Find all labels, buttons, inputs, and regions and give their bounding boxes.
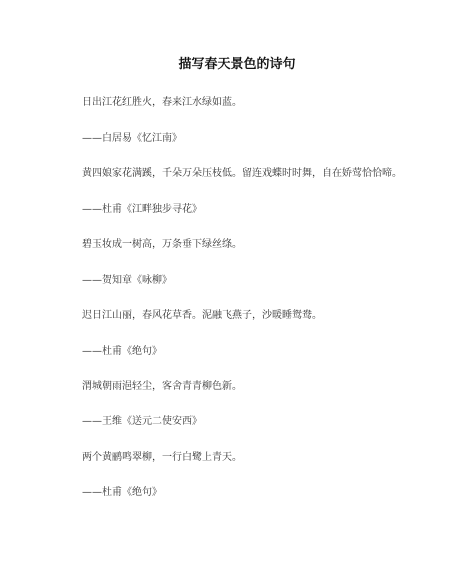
document-title: 描写春天景色的诗句: [178, 57, 296, 72]
poem-author-3: ——贺知章《咏柳》: [82, 275, 172, 286]
poem-line-2: 黄四娘家花满蹊，千朵万朵压枝低。留连戏蝶时时舞，自在娇莺恰恰啼。: [82, 168, 402, 179]
poem-author-1: ——白居易《忆江南》: [82, 133, 182, 144]
poem-author-6: ——杜甫《绝句》: [82, 487, 162, 498]
poem-line-4: 迟日江山丽，春风花草香。泥融飞燕子，沙暖睡鸳鸯。: [82, 310, 322, 321]
poem-line-1: 日出江花红胜火，春来江水绿如蓝。: [82, 97, 242, 108]
poem-author-2: ——杜甫《江畔独步寻花》: [82, 204, 202, 215]
poem-line-3: 碧玉妆成一树高，万条垂下绿丝绦。: [82, 239, 242, 250]
poem-author-5: ——王维《送元二使安西》: [82, 416, 202, 427]
poem-line-5: 渭城朝雨浥轻尘，客舍青青柳色新。: [82, 381, 242, 392]
poem-line-6: 两个黄鹂鸣翠柳，一行白鹭上青天。: [82, 452, 242, 463]
poem-author-4: ——杜甫《绝句》: [82, 346, 162, 357]
